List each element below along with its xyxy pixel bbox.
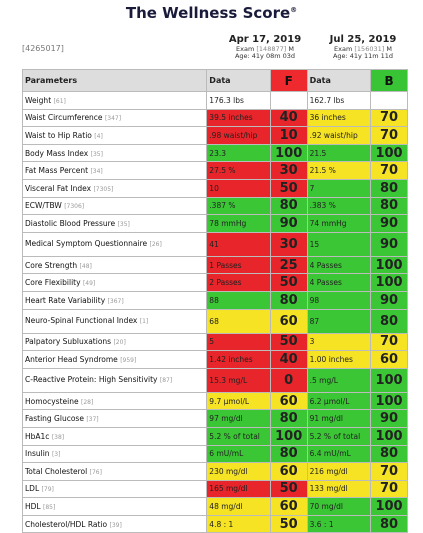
exam-1-score: 50 bbox=[270, 333, 307, 351]
exam-1-data: 1 Passes bbox=[207, 256, 270, 274]
exam-1-score: 50 bbox=[270, 274, 307, 292]
exam-2-data: 7 bbox=[307, 179, 370, 197]
table-row bbox=[23, 368, 408, 392]
parameter-name: Visceral Fat Index [7305] bbox=[23, 179, 207, 197]
parameter-name: Core Flexibility [49] bbox=[23, 274, 207, 292]
parameter-name: Fat Mass Percent [34] bbox=[23, 162, 207, 180]
grade-1-badge: F bbox=[270, 70, 307, 92]
parameter-name: ECW/TBW [7306] bbox=[23, 197, 207, 215]
exam-2-data: 36 inches bbox=[307, 109, 370, 127]
exam-header bbox=[22, 34, 408, 66]
exam-1-score: 100 bbox=[270, 144, 307, 162]
parameter-name: Palpatory Subluxations [20] bbox=[23, 333, 207, 351]
table-row bbox=[23, 445, 408, 463]
exam-2-score: 90 bbox=[371, 232, 408, 256]
exam-1-data: 48 mg/dl bbox=[207, 498, 270, 516]
table-row bbox=[23, 410, 408, 428]
table-row bbox=[23, 162, 408, 180]
exam-2-header: Jul 25, 2019 Exam [156031] M Age: 41y 11m 11d bbox=[318, 34, 408, 60]
exam-2-score: 90 bbox=[371, 215, 408, 233]
table-row bbox=[23, 463, 408, 481]
table-row bbox=[23, 274, 408, 292]
exam-1-data: 78 mmHg bbox=[207, 215, 270, 233]
parameter-name: Fasting Glucose [37] bbox=[23, 410, 207, 428]
exam-1-score: 60 bbox=[270, 463, 307, 481]
table-row bbox=[23, 92, 408, 110]
exam-1-score: 80 bbox=[270, 291, 307, 309]
exam-1-score: 100 bbox=[270, 427, 307, 445]
parameter-name: Diastolic Blood Pressure [35] bbox=[23, 215, 207, 233]
exam-2-data: 91 mg/dl bbox=[307, 410, 370, 428]
grade-2-badge: B bbox=[371, 70, 408, 92]
exam-1-data: 23.3 bbox=[207, 144, 270, 162]
exam-2-score: 70 bbox=[371, 127, 408, 145]
exam-1-data: 165 mg/dl bbox=[207, 480, 270, 498]
exam-1-data: 88 bbox=[207, 291, 270, 309]
exam-2-score: 100 bbox=[371, 144, 408, 162]
parameter-name: Total Cholesterol [76] bbox=[23, 463, 207, 481]
parameter-name: HbA1c [38] bbox=[23, 427, 207, 445]
exam-2-data: 1.00 inches bbox=[307, 351, 370, 369]
parameter-name: Medical Symptom Questionnaire [26] bbox=[23, 232, 207, 256]
exam-2-score: 60 bbox=[371, 351, 408, 369]
exam-1-data: 10 bbox=[207, 179, 270, 197]
exam-1-score: 90 bbox=[270, 215, 307, 233]
exam-1-score: 10 bbox=[270, 127, 307, 145]
table-row bbox=[23, 109, 408, 127]
exam-2-data: .383 % bbox=[307, 197, 370, 215]
table-row bbox=[23, 256, 408, 274]
exam-1-data: 15.3 mg/L bbox=[207, 368, 270, 392]
exam-1-score: 50 bbox=[270, 480, 307, 498]
exam-2-data: 3.6 : 1 bbox=[307, 515, 370, 533]
exam-1-score: 80 bbox=[270, 410, 307, 428]
table-row bbox=[23, 179, 408, 197]
parameter-name: Insulin [3] bbox=[23, 445, 207, 463]
parameter-name: Weight [61] bbox=[23, 92, 207, 110]
table-header-row bbox=[23, 70, 408, 92]
exam-1-score bbox=[270, 92, 307, 110]
exam-2-score: 70 bbox=[371, 333, 408, 351]
exam-1-score: 30 bbox=[270, 162, 307, 180]
exam-2-score: 80 bbox=[371, 179, 408, 197]
exam-2-score: 70 bbox=[371, 109, 408, 127]
exam-1-data: 1.42 inches bbox=[207, 351, 270, 369]
exam-2-data: 70 mg/dl bbox=[307, 498, 370, 516]
parameter-name: Heart Rate Variability [367] bbox=[23, 291, 207, 309]
exam-1-score: 25 bbox=[270, 256, 307, 274]
exam-1-score: 60 bbox=[270, 498, 307, 516]
exam-2-data: 6.4 mU/mL bbox=[307, 445, 370, 463]
exam-1-data: 230 mg/dl bbox=[207, 463, 270, 481]
parameter-name: Cholesterol/HDL Ratio [39] bbox=[23, 515, 207, 533]
exam-1-score: 60 bbox=[270, 309, 307, 333]
table-row bbox=[23, 498, 408, 516]
exam-1-date: Apr 17, 2019 bbox=[228, 34, 302, 45]
exam-2-score: 80 bbox=[371, 309, 408, 333]
exam-2-score bbox=[371, 92, 408, 110]
patient-id: [4265017] bbox=[22, 44, 64, 53]
parameter-name: Waist to Hip Ratio [4] bbox=[23, 127, 207, 145]
table-row bbox=[23, 232, 408, 256]
parameter-name: C-Reactive Protein: High Sensitivity [87] bbox=[23, 368, 207, 392]
exam-2-score: 70 bbox=[371, 162, 408, 180]
exam-1-data: 5.2 % of total bbox=[207, 427, 270, 445]
exam-1-data: 6 mU/mL bbox=[207, 445, 270, 463]
exam-2-data: 162.7 lbs bbox=[307, 92, 370, 110]
parameter-name: Neuro-Spinal Functional Index [1] bbox=[23, 309, 207, 333]
exam-2-data: 133 mg/dl bbox=[307, 480, 370, 498]
exam-2-score: 90 bbox=[371, 291, 408, 309]
col-parameters: Parameters bbox=[23, 70, 207, 92]
table-row bbox=[23, 480, 408, 498]
exam-1-data: 9.7 µmol/L bbox=[207, 392, 270, 410]
exam-1-score: 50 bbox=[270, 515, 307, 533]
wellness-table bbox=[22, 69, 408, 533]
exam-2-date: Jul 25, 2019 bbox=[329, 34, 397, 45]
exam-2-score: 100 bbox=[371, 274, 408, 292]
exam-2-data: 74 mmHg bbox=[307, 215, 370, 233]
exam-1-score: 80 bbox=[270, 197, 307, 215]
exam-1-score: 0 bbox=[270, 368, 307, 392]
exam-1-data: 2 Passes bbox=[207, 274, 270, 292]
exam-2-data: 3 bbox=[307, 333, 370, 351]
exam-2-data: 87 bbox=[307, 309, 370, 333]
parameter-name: Waist Circumference [347] bbox=[23, 109, 207, 127]
parameter-name: HDL [85] bbox=[23, 498, 207, 516]
table-row bbox=[23, 127, 408, 145]
exam-1-data: 39.5 inches bbox=[207, 109, 270, 127]
table-row bbox=[23, 333, 408, 351]
table-row bbox=[23, 291, 408, 309]
table-row bbox=[23, 197, 408, 215]
col-data-2: Data bbox=[307, 70, 370, 92]
exam-1-score: 40 bbox=[270, 351, 307, 369]
exam-1-score: 60 bbox=[270, 392, 307, 410]
parameter-name: Anterior Head Syndrome [959] bbox=[23, 351, 207, 369]
exam-2-data: 5.2 % of total bbox=[307, 427, 370, 445]
table-row bbox=[23, 309, 408, 333]
exam-2-score: 70 bbox=[371, 463, 408, 481]
exam-1-score: 50 bbox=[270, 179, 307, 197]
exam-2-score: 80 bbox=[371, 515, 408, 533]
exam-2-data: 21.5 % bbox=[307, 162, 370, 180]
exam-2-data: 216 mg/dl bbox=[307, 463, 370, 481]
exam-2-data: 21.5 bbox=[307, 144, 370, 162]
exam-2-data: 4 Passes bbox=[307, 256, 370, 274]
parameter-name: Homocysteine [28] bbox=[23, 392, 207, 410]
exam-2-data: 6.2 µmol/L bbox=[307, 392, 370, 410]
exam-1-score: 30 bbox=[270, 232, 307, 256]
exam-2-score: 80 bbox=[371, 445, 408, 463]
exam-2-score: 90 bbox=[371, 410, 408, 428]
exam-2-score: 100 bbox=[371, 498, 408, 516]
exam-1-score: 80 bbox=[270, 445, 307, 463]
exam-2-data: 15 bbox=[307, 232, 370, 256]
exam-1-data: 27.5 % bbox=[207, 162, 270, 180]
exam-2-score: 100 bbox=[371, 256, 408, 274]
table-row bbox=[23, 392, 408, 410]
col-data-1: Data bbox=[207, 70, 270, 92]
exam-1-data: .387 % bbox=[207, 197, 270, 215]
table-row bbox=[23, 351, 408, 369]
exam-1-data: 176.3 lbs bbox=[207, 92, 270, 110]
parameter-name: Core Strength [48] bbox=[23, 256, 207, 274]
exam-1-score: 40 bbox=[270, 109, 307, 127]
exam-2-score: 100 bbox=[371, 368, 408, 392]
table-row bbox=[23, 215, 408, 233]
table-row bbox=[23, 144, 408, 162]
exam-1-data: 4.8 : 1 bbox=[207, 515, 270, 533]
parameter-name: Body Mass Index [35] bbox=[23, 144, 207, 162]
exam-1-data: 97 mg/dl bbox=[207, 410, 270, 428]
table-row bbox=[23, 427, 408, 445]
exam-2-data: 98 bbox=[307, 291, 370, 309]
exam-2-score: 100 bbox=[371, 392, 408, 410]
exam-1-age: Age: 41y 08m 03d bbox=[234, 51, 296, 60]
exam-2-data: .5 mg/L bbox=[307, 368, 370, 392]
parameter-name: LDL [79] bbox=[23, 480, 207, 498]
exam-2-data: 4 Passes bbox=[307, 274, 370, 292]
exam-2-score: 100 bbox=[371, 427, 408, 445]
table-row bbox=[23, 515, 408, 533]
exam-2-score: 70 bbox=[371, 480, 408, 498]
exam-1-data: 41 bbox=[207, 232, 270, 256]
exam-2-age: Age: 41y 11m 11d bbox=[332, 51, 394, 60]
exam-1-data: 68 bbox=[207, 309, 270, 333]
exam-1-data: 5 bbox=[207, 333, 270, 351]
exam-1-data: .98 waist/hip bbox=[207, 127, 270, 145]
page-title: The Wellness Score® bbox=[125, 4, 298, 22]
exam-1-header: Apr 17, 2019 Exam [148877] M Age: 41y 08m 03d bbox=[220, 34, 310, 60]
exam-2-data: .92 waist/hip bbox=[307, 127, 370, 145]
exam-2-score: 80 bbox=[371, 197, 408, 215]
